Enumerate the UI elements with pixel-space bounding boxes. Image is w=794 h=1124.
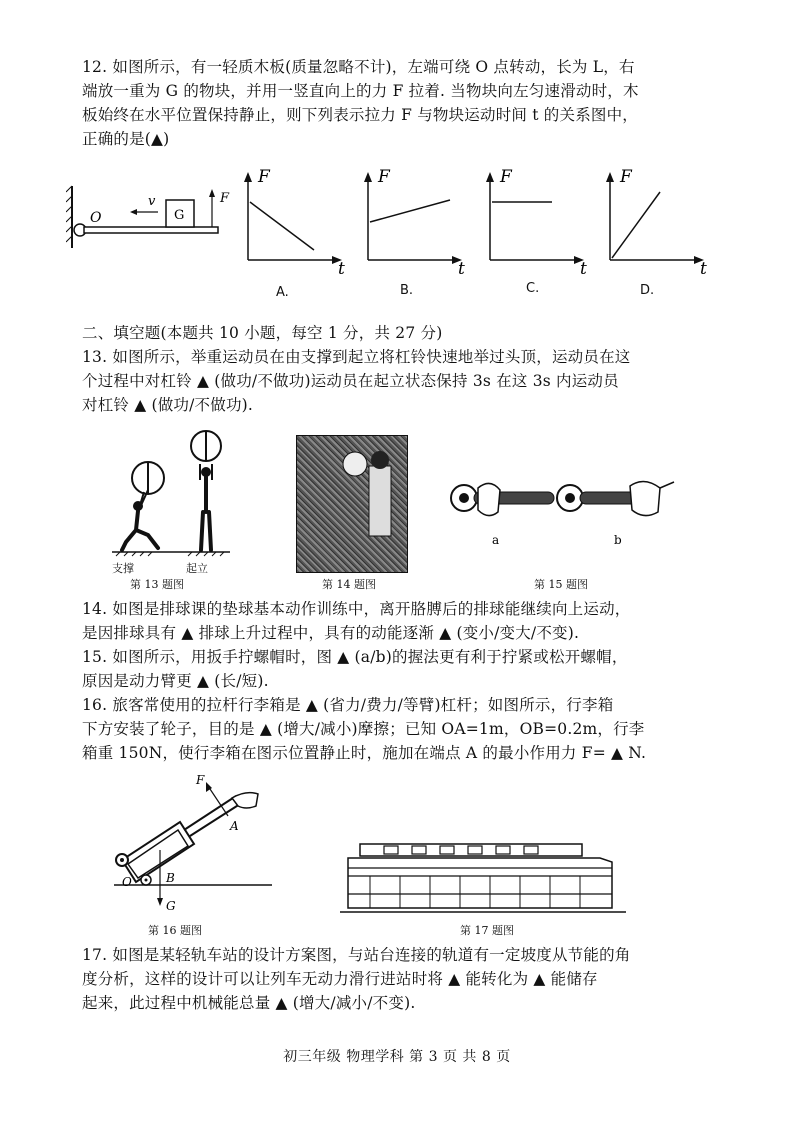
q12-label-g: G (174, 208, 185, 223)
q13-line-1: 13. 如图所示，举重运动员在由支撑到起立将杠铃快速地举过头顶，运动员在这 (82, 348, 631, 366)
q12-graph-d-x-label: t (700, 259, 707, 279)
fig16-label-b: B (166, 871, 175, 885)
fig17-caption: 第 17 题图 (460, 924, 514, 937)
fig15-label-b: b (614, 533, 622, 547)
q12-line-4: 正确的是(▲) (82, 130, 170, 148)
q12-line-3: 板始终在水平位置保持静止，则下列表示拉力 F 与物块运动时间 t 的关系图中， (82, 106, 638, 124)
q14-line-2: 是因排球具有 ▲ 排球上升过程中，具有的动能逐渐 ▲ (变小/变大/不变). (82, 624, 580, 642)
q12-option-d: D. (640, 283, 655, 298)
q15-line-1: 15. 如图所示，用扳手拧螺帽时，图 ▲ (a/b)的握法更有利于拧紧或松开螺帽， (82, 648, 628, 666)
q16-line-2: 下方安装了轮子，目的是 ▲ (增大/减小)摩擦；已知 OA=1m，OB=0.2m，行李 (82, 720, 645, 738)
fig13-label-stand: 起立 (186, 562, 208, 575)
q17-line-3: 起来，此过程中机械能总量 ▲ (增大/减小/不变). (82, 994, 416, 1012)
q16-line-1: 16. 旅客常使用的拉杆行李箱是 ▲ (省力/费力/等臂)杠杆；如图所示，行李箱 (82, 696, 614, 714)
fig14-photo-figure (297, 436, 407, 572)
q12-option-c: C. (526, 281, 540, 296)
q12-graph-a-y-label: F (258, 167, 270, 187)
q12-graph-d (600, 162, 712, 280)
q15-line-2: 原因是动力臂更 ▲ (长/短). (82, 672, 269, 690)
q12-option-b: B. (400, 283, 414, 298)
fig16-label-g: G (166, 899, 176, 913)
fig13-weightlifter-figure (108, 420, 238, 570)
fig14-caption: 第 14 题图 (322, 578, 376, 591)
q13-line-3: 对杠铃 ▲ (做功/不做功). (82, 396, 254, 414)
q12-graph-a (238, 162, 350, 280)
q12-graph-b-x-label: t (458, 259, 465, 279)
q12-graph-b (358, 162, 470, 280)
q12-graph-c-x-label: t (580, 259, 587, 279)
fig14-photo-volleyball (296, 435, 408, 573)
fig15-caption: 第 15 题图 (534, 578, 588, 591)
q12-line-2: 端放一重为 G 的物块，并用一竖直向上的力 F 拉着. 当物块向左匀速滑动时，木 (82, 82, 639, 100)
q17-line-1: 17. 如图是某轻轨车站的设计方案图，与站台连接的轨道有一定坡度从节能的角 (82, 946, 631, 964)
q12-option-a: A. (276, 285, 289, 300)
fig16-luggage-figure (108, 770, 278, 920)
q12-label-v: v (148, 194, 156, 209)
section2-title: 二、填空题(本题共 10 小题，每空 1 分，共 27 分) (82, 324, 443, 342)
fig16-label-a: A (230, 819, 239, 833)
fig15-wrench-figure (448, 468, 678, 548)
fig13-label-support: 支撑 (112, 562, 134, 575)
q12-graph-b-y-label: F (378, 167, 390, 187)
page-footer: 初三年级 物理学科 第 3 页 共 8 页 (283, 1049, 511, 1065)
q14-line-1: 14. 如图是排球课的垫球基本动作训练中，离开胳膊后的排球能继续向上运动， (82, 600, 631, 618)
fig16-caption: 第 16 题图 (148, 924, 202, 937)
q12-label-o: O (90, 210, 102, 226)
fig15-label-a: a (492, 533, 500, 547)
fig16-label-o: O (122, 875, 132, 889)
q12-graph-c-y-label: F (500, 167, 512, 187)
q12-label-f: F (220, 191, 230, 206)
q13-line-2: 个过程中对杠铃 ▲ (做功/不做功)运动员在起立状态保持 3s 在这 3s 内运动员 (82, 372, 619, 390)
fig16-label-f: F (196, 773, 205, 787)
q12-graph-a-x-label: t (338, 259, 345, 279)
q16-line-3: 箱重 150N，使行李箱在图示位置静止时，施加在端点 A 的最小作用力 F= ▲ N. (82, 744, 647, 762)
fig17-station-figure (340, 832, 630, 917)
q12-lever-figure (66, 178, 236, 258)
fig13-caption: 第 13 题图 (130, 578, 184, 591)
q12-line-1: 12. 如图所示，有一轻质木板(质量忽略不计)，左端可绕 O 点转动，长为 L，右 (82, 58, 635, 76)
q12-graph-c (480, 162, 592, 280)
q12-graph-d-y-label: F (620, 167, 632, 187)
q17-line-2: 度分析，这样的设计可以让列车无动力滑行进站时将 ▲ 能转化为 ▲ 能储存 (82, 970, 598, 988)
